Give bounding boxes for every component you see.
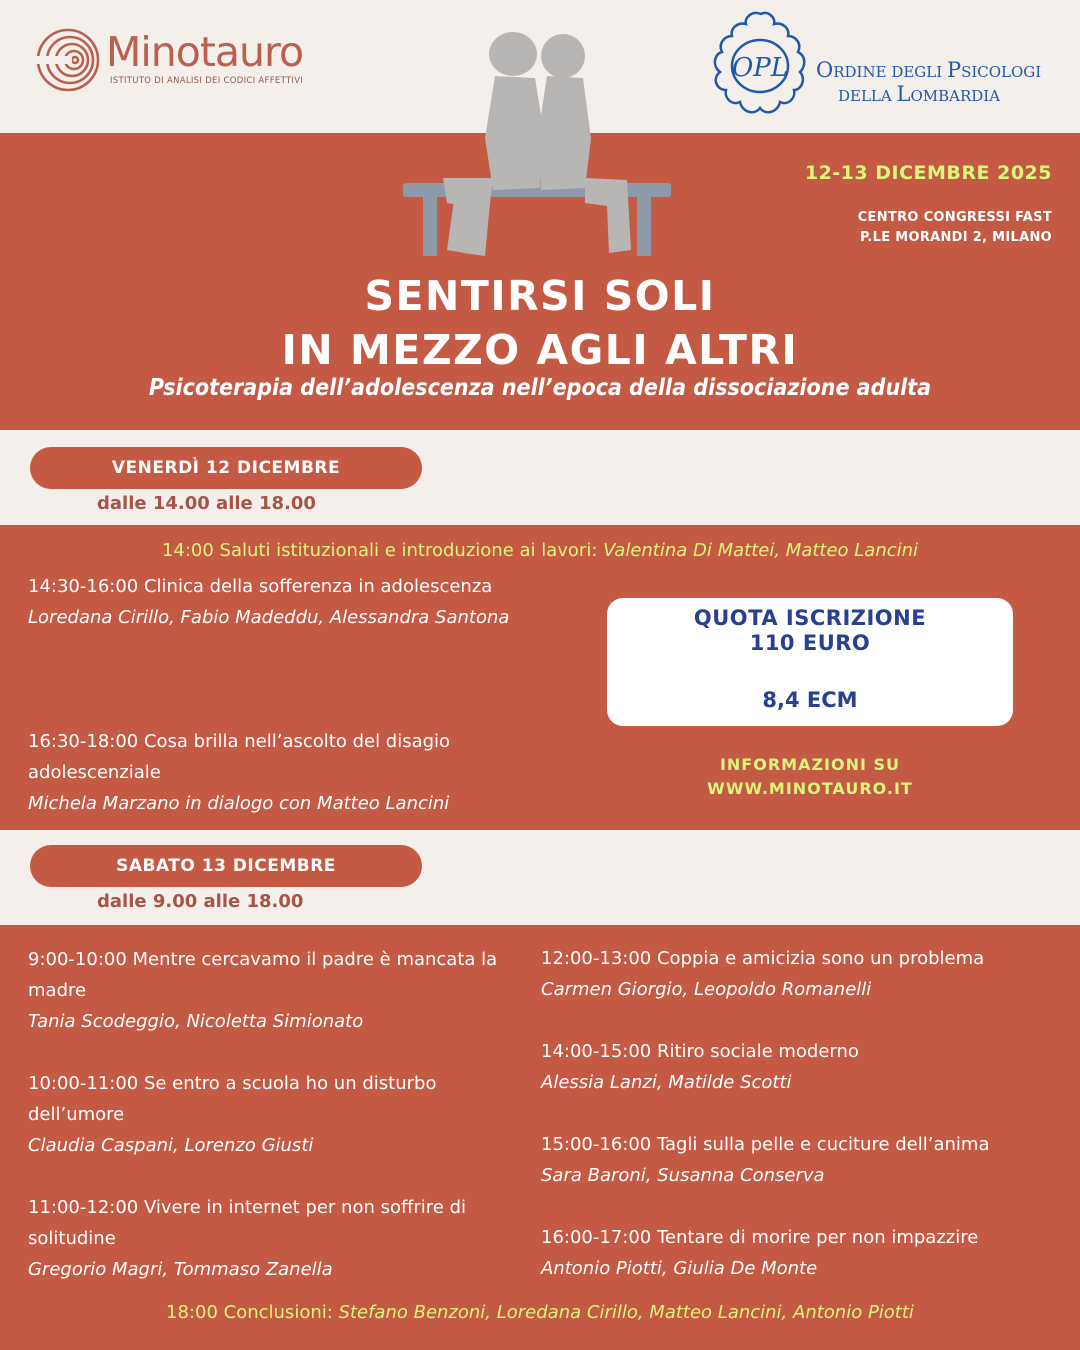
info-label: INFORMAZIONI SU (719, 755, 901, 774)
session-speakers: Gregorio Magri, Tommaso Zanella (28, 1259, 333, 1280)
session-speakers: Claudia Caspani, Lorenzo Giusti (28, 1135, 314, 1156)
session-title: 16:30-18:00 Cosa brilla nell’ascolto del disagio adolescenziale (28, 731, 451, 783)
session-speakers: Carmen Giorgio, Leopoldo Romanelli (541, 979, 872, 1000)
opl-name-line2: DELLA LOMBARDIA (838, 82, 1001, 106)
saturday-session (28, 944, 538, 1037)
friday-hours: dalle 14.00 alle 18.00 (97, 493, 316, 514)
minotauro-logo (32, 26, 312, 96)
session-speakers: Sara Baroni, Susanna Conserva (541, 1165, 825, 1186)
saturday-session (541, 1222, 1066, 1284)
closing-speakers: Stefano Benzoni, Loredana Cirillo, Matteo Lancini, Antonio Piotti (338, 1302, 914, 1323)
minotauro-spiral-icon (32, 26, 102, 96)
opl-gear-icon (706, 6, 816, 121)
event-subtitle: Psicoterapia dell’adolescenza nell’epoca della dissociazione adulta (148, 375, 932, 401)
friday-day-pill: VENERDÌ 12 DICEMBRE (30, 447, 422, 489)
closing-session: 18:00 Conclusioni: Stefano Benzoni, Loredana Cirillo, Matteo Lancini, Antonio Piotti (166, 1302, 914, 1323)
session-speakers: Tania Scodeggio, Nicoletta Simionato (28, 1011, 364, 1032)
session-title: 16:00-17:00 Tentare di morire per non impazzire (541, 1227, 979, 1248)
sitting-figures-illustration (395, 28, 685, 268)
opening-session: 14:00 Saluti istituzionali e introduzione ai lavori: Valentina Di Mattei, Matteo Lancini (161, 540, 919, 561)
opl-logo (706, 6, 1066, 121)
session-title: 15:00-16:00 Tagli sulla pelle e cuciture dell’anima (541, 1134, 990, 1155)
saturday-session (541, 943, 1066, 1005)
session-title: 14:30-16:00 Clinica della sofferenza in adolescenza (28, 576, 493, 597)
session-speakers: Michela Marzano in dialogo con Matteo Lancini (28, 793, 450, 814)
saturday-hours: dalle 9.00 alle 18.00 (97, 891, 304, 912)
friday-session (28, 726, 548, 819)
event-date: 12-13 DICEMBRE 2025 (804, 162, 1052, 184)
opl-mark: OPL (731, 53, 789, 83)
session-title: 11:00-12:00 Vivere in internet per non soffrire di solitudine (28, 1197, 467, 1249)
saturday-day-pill: SABATO 13 DICEMBRE (30, 845, 422, 887)
saturday-session (28, 1192, 538, 1285)
opening-speakers: Valentina Di Mattei, Matteo Lancini (603, 540, 919, 561)
event-title-line1: SENTIRSI SOLI (364, 272, 716, 320)
minotauro-name: Minotauro (106, 28, 304, 76)
registration-fee-box (607, 598, 1013, 726)
opl-name-line1: ORDINE DEGLI PSICOLOGI (816, 58, 1042, 82)
session-speakers: Loredana Cirillo, Fabio Madeddu, Alessandra Santona (28, 607, 510, 628)
venue-address: P.LE MORANDI 2, MILANO (859, 230, 1052, 245)
venue-name: CENTRO CONGRESSI FAST (857, 210, 1052, 225)
event-title-line2: IN MEZZO AGLI ALTRI (281, 326, 799, 374)
session-title: 9:00-10:00 Mentre cercavamo il padre è mancata la madre (28, 949, 498, 1001)
website-link[interactable]: WWW.MINOTAURO.IT (707, 779, 913, 798)
saturday-session (541, 1129, 1066, 1191)
session-speakers: Alessia Lanzi, Matilde Scotti (541, 1072, 792, 1093)
session-title: 14:00-15:00 Ritiro sociale moderno (541, 1041, 859, 1062)
saturday-session (28, 1068, 538, 1161)
saturday-session (541, 1036, 1066, 1098)
ecm-credits: 8,4 ECM (762, 688, 858, 712)
session-title: 10:00-11:00 Se entro a scuola ho un disturbo dell’umore (28, 1073, 437, 1125)
session-speakers: Antonio Piotti, Giulia De Monte (541, 1258, 818, 1279)
minotauro-tagline: ISTITUTO DI ANALISI DEI CODICI AFFETTIVI (110, 76, 304, 86)
session-title: 12:00-13:00 Coppia e amicizia sono un problema (541, 948, 985, 969)
quota-price: 110 EURO (749, 631, 871, 655)
quota-label: QUOTA ISCRIZIONE (693, 606, 927, 630)
friday-session (28, 571, 548, 633)
